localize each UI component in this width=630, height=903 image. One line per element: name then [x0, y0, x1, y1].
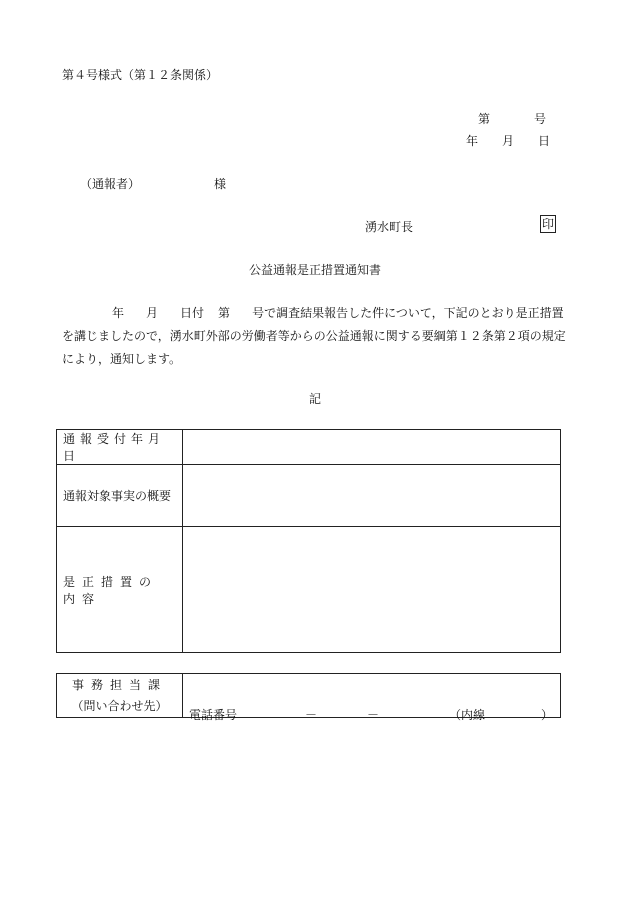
recipient-honorific: 様 [214, 177, 227, 191]
table-row [57, 527, 561, 653]
date-year: 年 [466, 134, 479, 148]
row-label-facts-summary: 通報対象事実の概要 [57, 465, 183, 527]
body-month: 月 [146, 306, 159, 320]
contact-table [56, 673, 561, 722]
date-day: 日 [538, 134, 551, 148]
body-paragraph [62, 302, 570, 371]
row-label-received-date: 通報受付年月日 [57, 430, 183, 465]
body-number-prefix: 第 [218, 306, 231, 320]
row-value-facts-summary[interactable] [183, 465, 561, 527]
phone-dash-1: － [305, 707, 318, 722]
seal-mark: 印 [542, 217, 555, 231]
body-year: 年 [112, 306, 125, 320]
details-table [56, 429, 561, 653]
row-value-received-date[interactable] [183, 430, 561, 465]
form-number-label: 第４号様式（第１２条関係） [62, 68, 219, 82]
body-dated: 日付 [180, 306, 205, 320]
number-suffix: 号 [534, 112, 547, 126]
table-row [57, 465, 561, 527]
contact-value[interactable] [183, 674, 561, 722]
date-month: 月 [502, 134, 515, 148]
table-row [57, 674, 561, 718]
phone-dash-2: － [367, 707, 380, 722]
contact-label-line1: 事務担当課 [71, 677, 167, 692]
sender-title: 湧水町長 [365, 220, 414, 234]
extension-open: （内線 [449, 707, 486, 722]
extension-close: ） [541, 707, 554, 722]
table-row [57, 430, 561, 465]
phone-label: 電話番号 [189, 707, 238, 722]
ki-heading: 記 [308, 392, 321, 406]
row-label-corrective-measures: 是正措置の内容 [57, 527, 183, 653]
recipient-label: （通報者） [80, 177, 141, 191]
contact-label [57, 674, 183, 718]
row-value-corrective-measures[interactable] [183, 527, 561, 653]
number-prefix: 第 [478, 112, 491, 126]
document-title: 公益通報是正措置通知書 [248, 263, 381, 277]
document-date-line [466, 132, 550, 149]
body-text: 号で調査結果報告した件について，下記のとおり是正措置を講じましたので，湧水町外部の労働者等からの公益通報に関する要綱第１２条第２項の規定により，通知します。 [62, 306, 566, 366]
document-number-line [478, 110, 546, 127]
contact-label-line2: （問い合わせ先） [71, 698, 168, 713]
